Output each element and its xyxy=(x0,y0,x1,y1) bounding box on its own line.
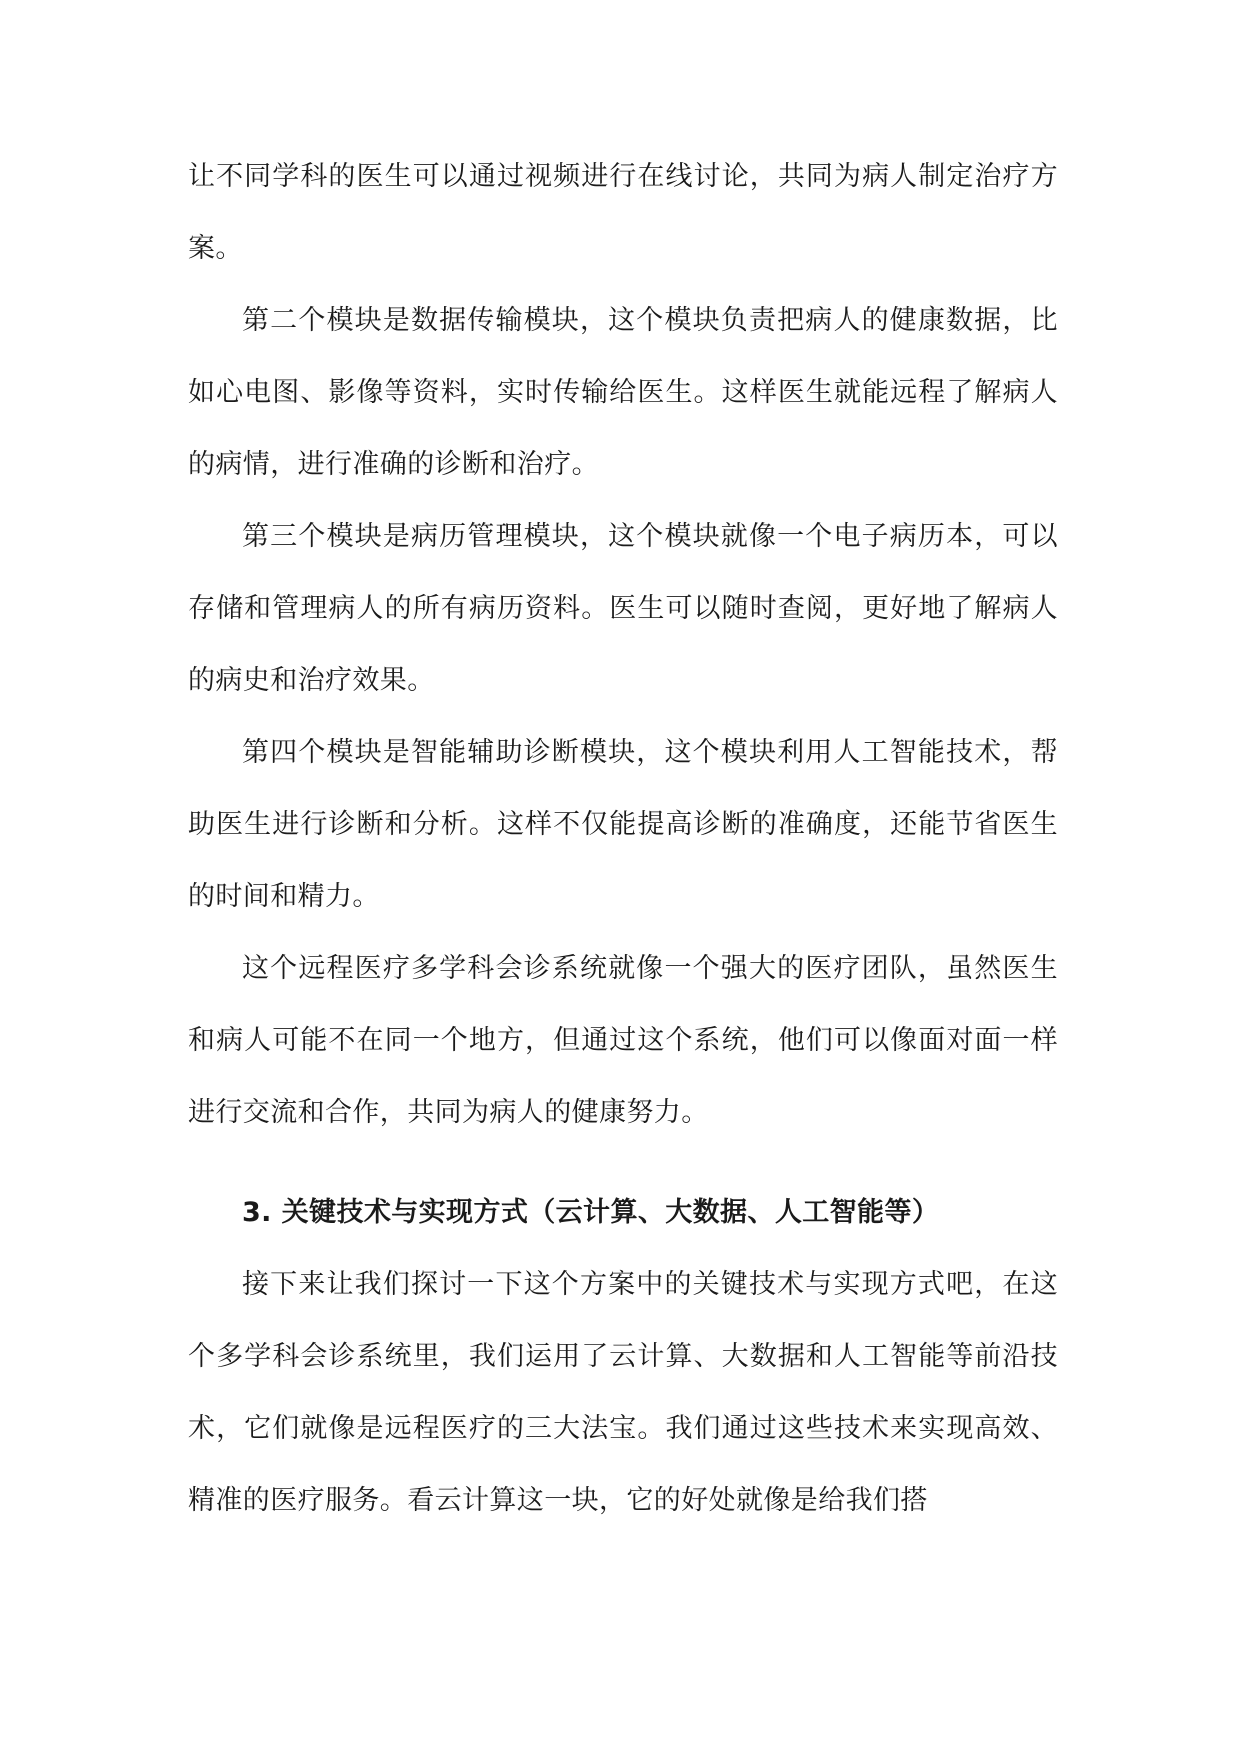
paragraph-system-summary: 这个远程医疗多学科会诊系统就像一个强大的医疗团队，虽然医生和病人可能不在同一个地方，但通过这个系统，他们可以像面对面一样进行交流和合作，共同为病人的健康努力。 xyxy=(188,953,1058,1128)
paragraph-key-technologies: 接下来让我们探讨一下这个方案中的关键技术与实现方式吧，在这个多学科会诊系统里，我们运用了云计算、大数据和人工智能等前沿技术，它们就像是远程医疗的三大法宝。我们通过这些技术来实现高效、精准的医疗服务。看云计算这一块，它的好处就像是给我们搭 xyxy=(188,1269,1058,1516)
paragraph-module-two: 第二个模块是数据传输模块，这个模块负责把病人的健康数据，比如心电图、影像等资料，实时传输给医生。这样医生就能远程了解病人的病情，进行准确的诊断和治疗。 xyxy=(188,305,1058,480)
paragraph-continuation: 让不同学科的医生可以通过视频进行在线讨论，共同为病人制定治疗方案。 xyxy=(188,161,1058,264)
section-heading: 3. 关键技术与实现方式（云计算、大数据、人工智能等） xyxy=(242,1197,940,1228)
document-body xyxy=(188,141,1058,1537)
paragraph-module-three: 第三个模块是病历管理模块，这个模块就像一个电子病历本，可以存储和管理病人的所有病历资料。医生可以随时查阅，更好地了解病人的病史和治疗效果。 xyxy=(188,521,1058,696)
paragraph-module-four: 第四个模块是智能辅助诊断模块，这个模块利用人工智能技术，帮助医生进行诊断和分析。这样不仅能提高诊断的准确度，还能节省医生的时间和精力。 xyxy=(188,737,1058,912)
